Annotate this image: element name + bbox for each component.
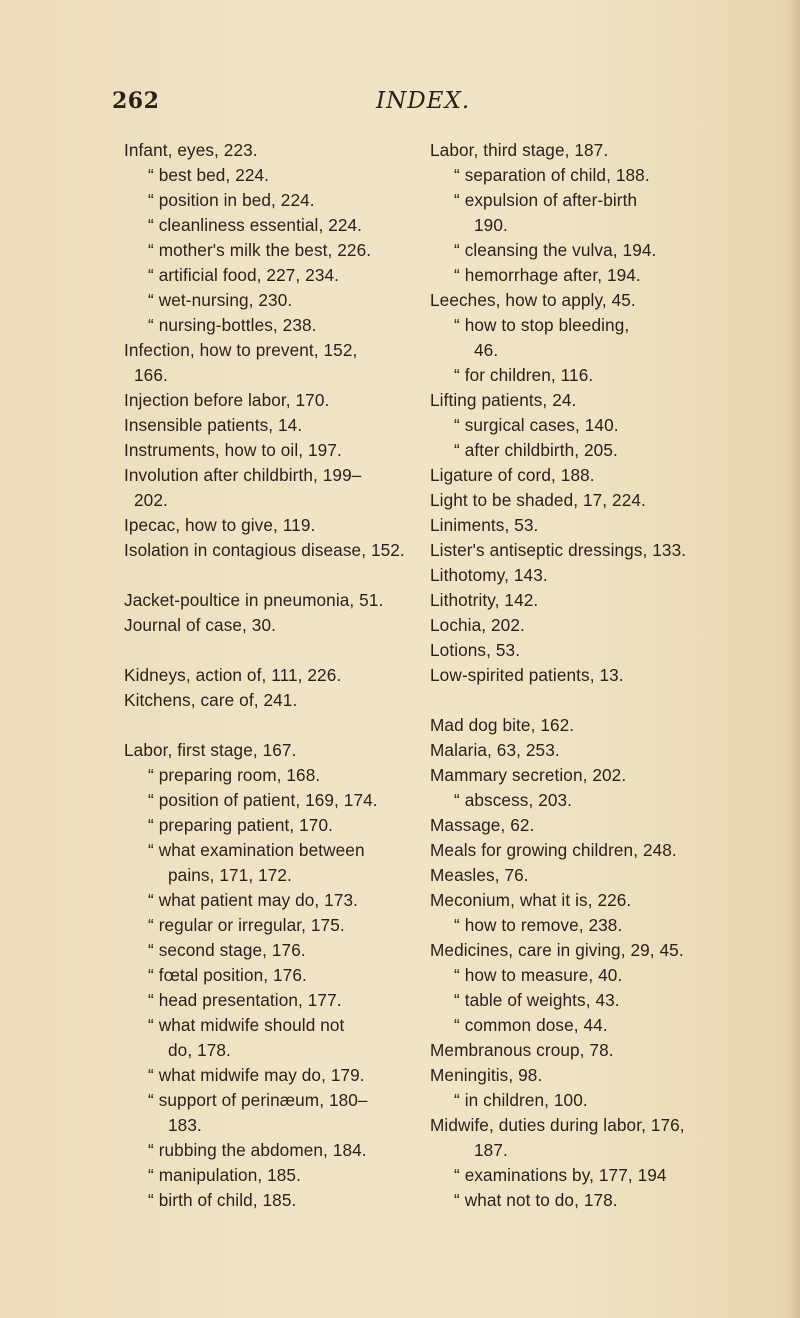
page-header (112, 88, 712, 118)
index-subentry: “ what patient may do, 173. (148, 890, 359, 910)
index-entry: Journal of case, 30. (124, 615, 277, 635)
index-subentry: “ what midwife should not (148, 1015, 345, 1035)
index-entry: Low-spirited patients, 13. (430, 665, 624, 685)
index-entry: Mammary secretion, 202. (430, 765, 627, 785)
index-subentry: “ table of weights, 43. (454, 990, 620, 1010)
index-subentry: “ preparing patient, 170. (148, 815, 333, 835)
index-subentry: “ position of patient, 169, 174. (148, 790, 378, 810)
index-entry: Mad dog bite, 162. (430, 715, 575, 735)
index-entry: Kitchens, care of, 241. (124, 690, 298, 710)
index-subentry: “ support of perinæum, 180– (148, 1090, 368, 1110)
index-entry: Liniments, 53. (430, 515, 539, 535)
index-entry: Massage, 62. (430, 815, 535, 835)
index-subentry: “ artificial food, 227, 234. (148, 265, 340, 285)
index-subentry: “ nursing-bottles, 238. (148, 315, 317, 335)
index-entry: Meningitis, 98. (430, 1065, 543, 1085)
index-entry: Leeches, how to apply, 45. (430, 290, 636, 310)
index-subentry: 190. (474, 215, 508, 235)
index-entry: Ipecac, how to give, 119. (124, 515, 316, 535)
index-gap (124, 638, 420, 663)
index-subentry: “ regular or irregular, 175. (148, 915, 345, 935)
page-edge-shadow (786, 0, 800, 1318)
index-entry: Medicines, care in giving, 29, 45. (430, 940, 684, 960)
index-subentry: “ cleanliness essential, 224. (148, 215, 363, 235)
index-subentry: “ rubbing the abdomen, 184. (148, 1140, 367, 1160)
index-subentry: 202. (134, 490, 168, 510)
index-entry: Kidneys, action of, 111, 226. (124, 665, 342, 685)
index-subentry: “ wet-nursing, 230. (148, 290, 293, 310)
index-subentry: 183. (168, 1115, 202, 1135)
index-entry: Infant, eyes, 223. (124, 140, 258, 160)
index-entry: Labor, first stage, 167. (124, 740, 297, 760)
index-entry: Membranous croup, 78. (430, 1040, 614, 1060)
index-entry: Lister's antiseptic dressings, 133. (430, 540, 687, 560)
index-subentry: “ examinations by, 177, 194 (454, 1165, 667, 1185)
index-entry: Insensible patients, 14. (124, 415, 303, 435)
page-number: 262 (112, 88, 160, 114)
index-entry: Meals for growing children, 248. (430, 840, 677, 860)
index-entry: Lochia, 202. (430, 615, 525, 635)
index-entry: Measles, 76. (430, 865, 529, 885)
index-entry: Infection, how to prevent, 152, (124, 340, 358, 360)
index-subentry: “ preparing room, 168. (148, 765, 321, 785)
index-subentry: 166. (134, 365, 168, 385)
index-subentry: 46. (474, 340, 499, 360)
index-entry: Labor, third stage, 187. (430, 140, 609, 160)
index-subentry: “ best bed, 224. (148, 165, 270, 185)
index-gap (124, 713, 420, 738)
index-entry: Involution after childbirth, 199– (124, 465, 362, 485)
index-subentry: “ manipulation, 185. (148, 1165, 301, 1185)
index-subentry: “ second stage, 176. (148, 940, 306, 960)
index-column-left (124, 138, 420, 1213)
index-entry: Jacket-poultice in pneumonia, 51. (124, 590, 384, 610)
index-subentry: “ birth of child, 185. (148, 1190, 297, 1210)
index-gap (430, 688, 730, 713)
index-subentry: do, 178. (168, 1040, 231, 1060)
index-entry: Injection before labor, 170. (124, 390, 330, 410)
index-subentry: “ surgical cases, 140. (454, 415, 619, 435)
index-entry: Lithotrity, 142. (430, 590, 539, 610)
index-gap (124, 563, 420, 588)
index-subentry: “ mother's milk the best, 226. (148, 240, 372, 260)
index-subentry: “ in children, 100. (454, 1090, 588, 1110)
index-subentry: 187. (474, 1140, 508, 1160)
index-entry: Malaria, 63, 253. (430, 740, 560, 760)
index-column-right (430, 138, 730, 1213)
index-subentry: “ what not to do, 178. (454, 1190, 618, 1210)
index-entry: Light to be shaded, 17, 224. (430, 490, 646, 510)
index-entry: Lifting patients, 24. (430, 390, 577, 410)
index-subentry: “ how to stop bleeding, (454, 315, 630, 335)
index-entry: Meconium, what it is, 226. (430, 890, 632, 910)
index-entry: Midwife, duties during labor, 176, (430, 1115, 685, 1135)
index-subentry: pains, 171, 172. (168, 865, 292, 885)
index-subentry: “ after childbirth, 205. (454, 440, 618, 460)
index-subentry: “ position in bed, 224. (148, 190, 315, 210)
index-subentry: “ hemorrhage after, 194. (454, 265, 641, 285)
index-subentry: “ expulsion of after-birth (454, 190, 638, 210)
index-subentry: “ how to measure, 40. (454, 965, 623, 985)
index-subentry: “ for children, 116. (454, 365, 594, 385)
index-entry: Lithotomy, 143. (430, 565, 548, 585)
index-subentry: “ what examination between (148, 840, 365, 860)
index-subentry: “ head presentation, 177. (148, 990, 342, 1010)
index-subentry: “ what midwife may do, 179. (148, 1065, 365, 1085)
index-subentry: “ fœtal position, 176. (148, 965, 307, 985)
index-subentry: “ how to remove, 238. (454, 915, 623, 935)
index-subentry: “ cleansing the vulva, 194. (454, 240, 657, 260)
running-head: INDEX. (376, 88, 471, 114)
index-subentry: “ common dose, 44. (454, 1015, 608, 1035)
index-entry: Isolation in contagious disease, 152. (124, 540, 405, 560)
index-subentry: “ abscess, 203. (454, 790, 573, 810)
index-entry: Lotions, 53. (430, 640, 521, 660)
index-entry: Instruments, how to oil, 197. (124, 440, 342, 460)
index-subentry: “ separation of child, 188. (454, 165, 650, 185)
index-entry: Ligature of cord, 188. (430, 465, 595, 485)
